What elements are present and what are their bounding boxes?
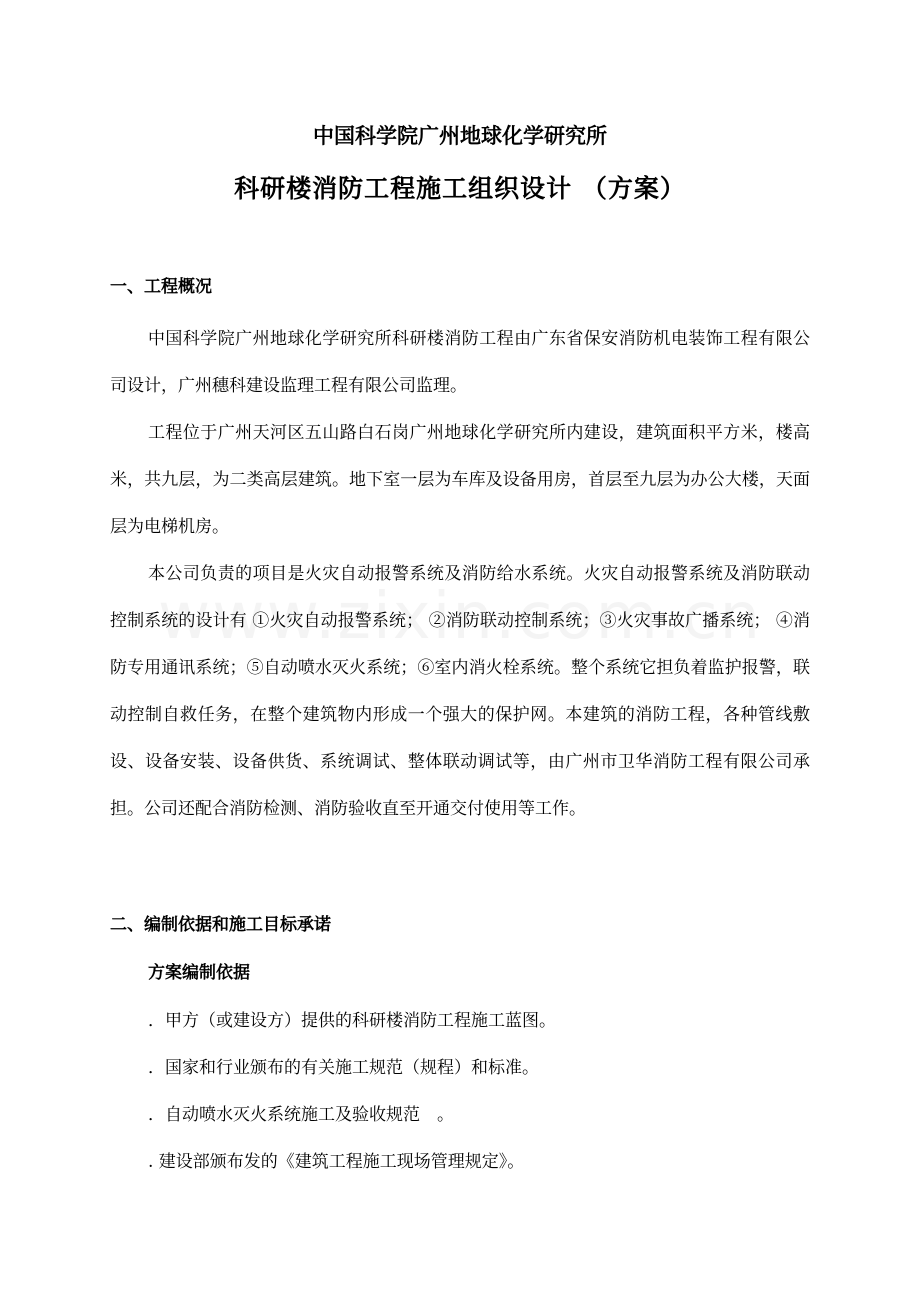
basis-item-2: ．国家和行业颁布的有关施工规范（规程）和标准。 (148, 1058, 539, 1078)
section-1-paragraph-3: 本公司负责的项目是火灾自动报警系统及消防给水系统。火灾自动报警系统及消防联动控制系统的设计有 ①火灾自动报警系统； ②消防联动控制系统；③火灾事故广播系统； ④消防专用通讯系统；⑤自动喷水灭火系统；⑥室内消火栓系统。整个系统它担负着监护报警，联动控制自救任务，在整个建筑物内形成一个强大的保护网。本建筑的消防工程，各种管线敷设、设备安装、设备供货、系统调试、整体联动调试等，由广州市卫华消防工程有限公司承担。公司还配合消防检测、消防验收直至开通交付使用等工作。 (110, 564, 810, 819)
section-1-paragraph-1: 中国科学院广州地球化学研究所科研楼消防工程由广东省保安消防机电装饰工程有限公司设计，广州穗科建设监理工程有限公司监理。 (110, 329, 810, 396)
basis-item-4: . 建设部颁布发的《建筑工程施工现场管理规定》。 (148, 1152, 525, 1172)
section-1-paragraph-2: 工程位于广州天河区五山路白石岗广州地球化学研究所内建设，建筑面积平方米，楼高米，共九层，为二类高层建筑。地下室一层为车库及设备用房，首层至九层为办公大楼，天面层为电梯机房。 (110, 423, 810, 537)
document-subtitle: 科研楼消防工程施工组织设计 （方案） (234, 174, 686, 203)
section-2-heading: 二、编制依据和施工目标承诺 (110, 915, 331, 935)
section-2-subheading: 方案编制依据 (148, 963, 250, 983)
document-title: 中国科学院广州地球化学研究所 (313, 124, 607, 148)
basis-item-1: ．甲方（或建设方）提供的科研楼消防工程施工蓝图。 (148, 1011, 556, 1031)
basis-item-3: ．自动喷水灭火系统施工及验收规范 。 (148, 1105, 454, 1125)
section-1-heading: 一、工程概况 (110, 277, 212, 297)
